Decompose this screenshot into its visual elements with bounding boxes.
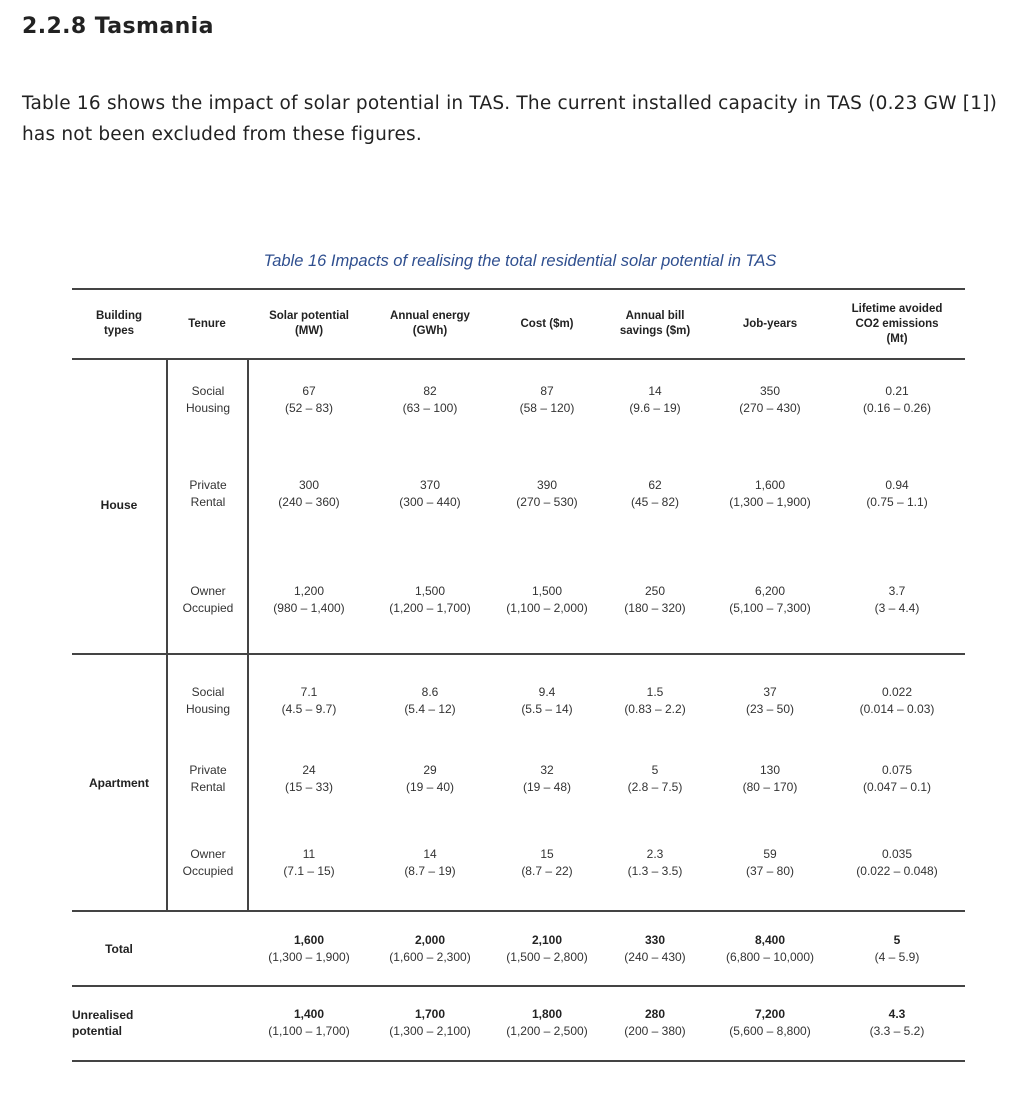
cost-line: (19 – 48) bbox=[522, 780, 572, 794]
solar-line: (4.5 – 9.7) bbox=[281, 702, 337, 716]
header-cost-line: Cost ($m) bbox=[520, 317, 574, 330]
cost-line: 1,500 bbox=[531, 584, 563, 598]
bill-line: 14 bbox=[648, 384, 662, 398]
header-bill-line: savings ($m) bbox=[619, 325, 691, 337]
cost-cell bbox=[491, 1006, 603, 1040]
solar-line: 67 bbox=[302, 384, 316, 398]
energy-cell bbox=[369, 1006, 491, 1040]
energy-line: (19 – 40) bbox=[405, 780, 455, 794]
energy-line: (8.7 – 19) bbox=[404, 864, 456, 878]
energy-range: (1,600 – 2,300) bbox=[389, 950, 471, 964]
co2-cell bbox=[835, 383, 959, 417]
co2-range: (4 – 5.9) bbox=[874, 950, 920, 964]
header-bill bbox=[605, 292, 705, 356]
co2-value: 5 bbox=[893, 933, 901, 947]
bill-line: 1.5 bbox=[646, 685, 664, 699]
jobs-line: (23 – 50) bbox=[745, 702, 795, 716]
header-co2 bbox=[831, 292, 963, 356]
energy-line: 8.6 bbox=[421, 685, 439, 699]
co2-line: (0.16 – 0.26) bbox=[862, 401, 932, 415]
bill-line: (2.8 – 7.5) bbox=[627, 780, 683, 794]
cost-line: (58 – 120) bbox=[519, 401, 575, 415]
co2-line: 0.035 bbox=[881, 847, 913, 861]
solar-line: 7.1 bbox=[300, 685, 318, 699]
cost-cell bbox=[491, 762, 603, 796]
cost-value: 1,800 bbox=[531, 1007, 563, 1021]
tenure-cell bbox=[170, 762, 246, 796]
header-jobs-line: Job-years bbox=[742, 317, 798, 330]
solar-line: (52 – 83) bbox=[284, 401, 334, 415]
house-bottom-rule bbox=[72, 653, 965, 655]
header-co2-line: Lifetime avoided bbox=[851, 302, 943, 315]
co2-line: 0.075 bbox=[881, 763, 913, 777]
solar-line: (7.1 – 15) bbox=[283, 864, 335, 878]
jobs-line: (270 – 430) bbox=[739, 401, 801, 415]
apartment-bottom-rule bbox=[72, 910, 965, 912]
cost-cell bbox=[491, 684, 603, 718]
bill-line: 2.3 bbox=[646, 847, 664, 861]
tenure-line: Private bbox=[189, 478, 227, 492]
header-co2-line: CO2 emissions bbox=[855, 317, 939, 330]
header-bill-line: Annual bill bbox=[625, 310, 685, 322]
bill-range: (200 – 380) bbox=[624, 1024, 686, 1038]
solar-line: 300 bbox=[298, 478, 320, 492]
energy-value: 2,000 bbox=[414, 933, 446, 947]
table-caption: Table 16 Impacts of realising the total residential solar potential in TAS bbox=[263, 252, 777, 270]
cost-line: 390 bbox=[536, 478, 558, 492]
solar-line: 11 bbox=[302, 847, 316, 861]
energy-line: (300 – 440) bbox=[399, 495, 461, 509]
unrealised-row-label-line: Unrealised bbox=[72, 1008, 134, 1022]
cost-cell bbox=[491, 477, 603, 511]
bill-cell bbox=[605, 932, 705, 966]
header-tenure-line: Tenure bbox=[188, 317, 226, 330]
tenure-left-line-apartment bbox=[166, 655, 168, 910]
jobs-cell bbox=[712, 383, 828, 417]
tenure-line: Owner bbox=[190, 584, 226, 598]
jobs-cell bbox=[712, 1006, 828, 1040]
bill-cell bbox=[605, 846, 705, 880]
jobs-line: 59 bbox=[763, 847, 777, 861]
tenure-line: Rental bbox=[190, 780, 226, 794]
jobs-cell bbox=[712, 846, 828, 880]
energy-line: (5.4 – 12) bbox=[404, 702, 456, 716]
building-type-house: House bbox=[100, 498, 138, 512]
energy-range: (1,300 – 2,100) bbox=[389, 1024, 471, 1038]
header-building-line: types bbox=[103, 325, 135, 337]
energy-line: 370 bbox=[419, 478, 441, 492]
building-type-apartment: Apartment bbox=[88, 776, 149, 790]
co2-line: (0.047 – 0.1) bbox=[862, 780, 932, 794]
solar-value: 1,600 bbox=[293, 933, 325, 947]
cost-line: (1,100 – 2,000) bbox=[506, 601, 588, 615]
header-bottom-rule bbox=[72, 358, 965, 360]
jobs-line: (1,300 – 1,900) bbox=[729, 495, 811, 509]
energy-line: (1,200 – 1,700) bbox=[389, 601, 471, 615]
bill-cell bbox=[605, 762, 705, 796]
solar-cell bbox=[249, 684, 369, 718]
tenure-cell bbox=[170, 684, 246, 718]
header-tenure bbox=[168, 292, 246, 356]
bill-range: (240 – 430) bbox=[624, 950, 686, 964]
solar-line: 1,200 bbox=[293, 584, 325, 598]
co2-cell bbox=[835, 932, 959, 966]
energy-line: 82 bbox=[423, 384, 437, 398]
cost-range: (1,500 – 2,800) bbox=[506, 950, 588, 964]
cost-value: 2,100 bbox=[531, 933, 563, 947]
header-solar bbox=[249, 292, 369, 356]
jobs-cell bbox=[712, 477, 828, 511]
co2-cell bbox=[835, 583, 959, 617]
energy-value: 1,700 bbox=[414, 1007, 446, 1021]
cost-line: 15 bbox=[540, 847, 554, 861]
cost-cell bbox=[491, 583, 603, 617]
jobs-cell bbox=[712, 762, 828, 796]
tenure-cell bbox=[170, 583, 246, 617]
bill-line: (9.6 – 19) bbox=[629, 401, 681, 415]
jobs-line: (5,100 – 7,300) bbox=[729, 601, 811, 615]
jobs-line: (80 – 170) bbox=[742, 780, 798, 794]
solar-range: (1,300 – 1,900) bbox=[268, 950, 350, 964]
co2-line: (0.022 – 0.048) bbox=[856, 864, 938, 878]
tenure-line: Occupied bbox=[182, 601, 234, 615]
intro-paragraph: Table 16 shows the impact of solar potential in TAS. The current installed capacity in TAS (0.23 GW [1]) has not been excluded from these figures. bbox=[22, 93, 998, 145]
tenure-line: Rental bbox=[190, 495, 226, 509]
co2-line: 0.94 bbox=[885, 478, 909, 492]
table-top-rule bbox=[72, 288, 965, 290]
solar-cell bbox=[249, 583, 369, 617]
solar-line: 24 bbox=[302, 763, 316, 777]
energy-cell bbox=[369, 684, 491, 718]
cost-line: 87 bbox=[540, 384, 554, 398]
energy-cell bbox=[369, 932, 491, 966]
unrealised-row-label-line: potential bbox=[72, 1024, 122, 1038]
co2-value: 4.3 bbox=[888, 1007, 906, 1021]
bill-value: 280 bbox=[644, 1007, 666, 1021]
solar-cell bbox=[249, 1006, 369, 1040]
energy-cell bbox=[369, 477, 491, 511]
solar-line: (15 – 33) bbox=[284, 780, 334, 794]
total-bottom-rule bbox=[72, 985, 965, 987]
solar-cell bbox=[249, 383, 369, 417]
jobs-cell bbox=[712, 684, 828, 718]
cost-line: (5.5 – 14) bbox=[521, 702, 573, 716]
co2-cell bbox=[835, 477, 959, 511]
cost-line: 9.4 bbox=[538, 685, 556, 699]
header-cost bbox=[497, 292, 597, 356]
solar-cell bbox=[249, 477, 369, 511]
section-heading: 2.2.8 Tasmania bbox=[22, 14, 214, 39]
bill-cell bbox=[605, 1006, 705, 1040]
bill-cell bbox=[605, 684, 705, 718]
solar-cell bbox=[249, 932, 369, 966]
jobs-line: 1,600 bbox=[754, 478, 786, 492]
co2-cell bbox=[835, 846, 959, 880]
jobs-line: 350 bbox=[759, 384, 781, 398]
energy-line: 14 bbox=[423, 847, 437, 861]
co2-line: (0.014 – 0.03) bbox=[859, 702, 935, 716]
energy-cell bbox=[369, 846, 491, 880]
jobs-range: (5,600 – 8,800) bbox=[729, 1024, 811, 1038]
tenure-cell bbox=[170, 846, 246, 880]
tenure-line: Housing bbox=[185, 401, 231, 415]
unrealised-row-label bbox=[72, 1007, 182, 1039]
total-row-label-line: Total bbox=[105, 942, 133, 956]
energy-line: 1,500 bbox=[414, 584, 446, 598]
co2-cell bbox=[835, 684, 959, 718]
tenure-left-line-house bbox=[166, 360, 168, 653]
tenure-line: Private bbox=[189, 763, 227, 777]
header-co2-line: (Mt) bbox=[886, 332, 908, 345]
solar-cell bbox=[249, 762, 369, 796]
jobs-cell bbox=[712, 583, 828, 617]
tenure-line: Owner bbox=[190, 847, 226, 861]
energy-line: 29 bbox=[423, 763, 437, 777]
jobs-line: (37 – 80) bbox=[745, 864, 795, 878]
cost-range: (1,200 – 2,500) bbox=[506, 1024, 588, 1038]
bill-line: 250 bbox=[644, 584, 666, 598]
header-jobs bbox=[715, 292, 825, 356]
bill-value: 330 bbox=[644, 933, 666, 947]
bill-line: (0.83 – 2.2) bbox=[624, 702, 686, 716]
bill-line: (180 – 320) bbox=[624, 601, 686, 615]
cost-cell bbox=[491, 932, 603, 966]
header-energy-line: Annual energy bbox=[390, 310, 470, 322]
co2-line: (0.75 – 1.1) bbox=[866, 495, 928, 509]
bill-cell bbox=[605, 477, 705, 511]
total-row-label bbox=[72, 942, 166, 956]
bill-line: (1.3 – 3.5) bbox=[627, 864, 683, 878]
header-solar-line: (MW) bbox=[294, 325, 324, 337]
energy-line: (63 – 100) bbox=[402, 401, 458, 415]
co2-cell bbox=[835, 1006, 959, 1040]
co2-range: (3.3 – 5.2) bbox=[869, 1024, 925, 1038]
header-energy bbox=[370, 292, 490, 356]
energy-cell bbox=[369, 383, 491, 417]
energy-cell bbox=[369, 583, 491, 617]
tenure-line: Housing bbox=[185, 702, 231, 716]
jobs-line: 130 bbox=[759, 763, 781, 777]
bill-cell bbox=[605, 583, 705, 617]
cost-line: 32 bbox=[540, 763, 554, 777]
bill-line: (45 – 82) bbox=[630, 495, 680, 509]
co2-cell bbox=[835, 762, 959, 796]
jobs-line: 37 bbox=[763, 685, 777, 699]
solar-line: (980 – 1,400) bbox=[273, 601, 345, 615]
jobs-cell bbox=[712, 932, 828, 966]
bill-line: 5 bbox=[651, 763, 659, 777]
solar-range: (1,100 – 1,700) bbox=[268, 1024, 350, 1038]
tenure-line: Occupied bbox=[182, 864, 234, 878]
bill-line: 62 bbox=[648, 478, 662, 492]
cost-cell bbox=[491, 846, 603, 880]
jobs-value: 7,200 bbox=[754, 1007, 786, 1021]
header-energy-line: (GWh) bbox=[412, 325, 448, 337]
cost-line: (270 – 530) bbox=[516, 495, 578, 509]
jobs-line: 6,200 bbox=[754, 584, 786, 598]
header-building bbox=[74, 292, 164, 356]
tenure-line: Social bbox=[191, 685, 225, 699]
jobs-range: (6,800 – 10,000) bbox=[725, 950, 815, 964]
cost-line: (8.7 – 22) bbox=[521, 864, 573, 878]
header-solar-line: Solar potential bbox=[269, 310, 349, 322]
solar-value: 1,400 bbox=[293, 1007, 325, 1021]
co2-line: 0.21 bbox=[885, 384, 909, 398]
bill-cell bbox=[605, 383, 705, 417]
solar-line: (240 – 360) bbox=[278, 495, 340, 509]
cost-cell bbox=[491, 383, 603, 417]
jobs-value: 8,400 bbox=[754, 933, 786, 947]
co2-line: 0.022 bbox=[881, 685, 913, 699]
co2-line: (3 – 4.4) bbox=[874, 601, 920, 615]
tenure-cell bbox=[170, 383, 246, 417]
header-building-line: Building bbox=[96, 310, 142, 322]
solar-cell bbox=[249, 846, 369, 880]
tenure-cell bbox=[170, 477, 246, 511]
co2-line: 3.7 bbox=[888, 584, 906, 598]
tenure-line: Social bbox=[191, 384, 225, 398]
table-bottom-rule bbox=[72, 1060, 965, 1062]
energy-cell bbox=[369, 762, 491, 796]
